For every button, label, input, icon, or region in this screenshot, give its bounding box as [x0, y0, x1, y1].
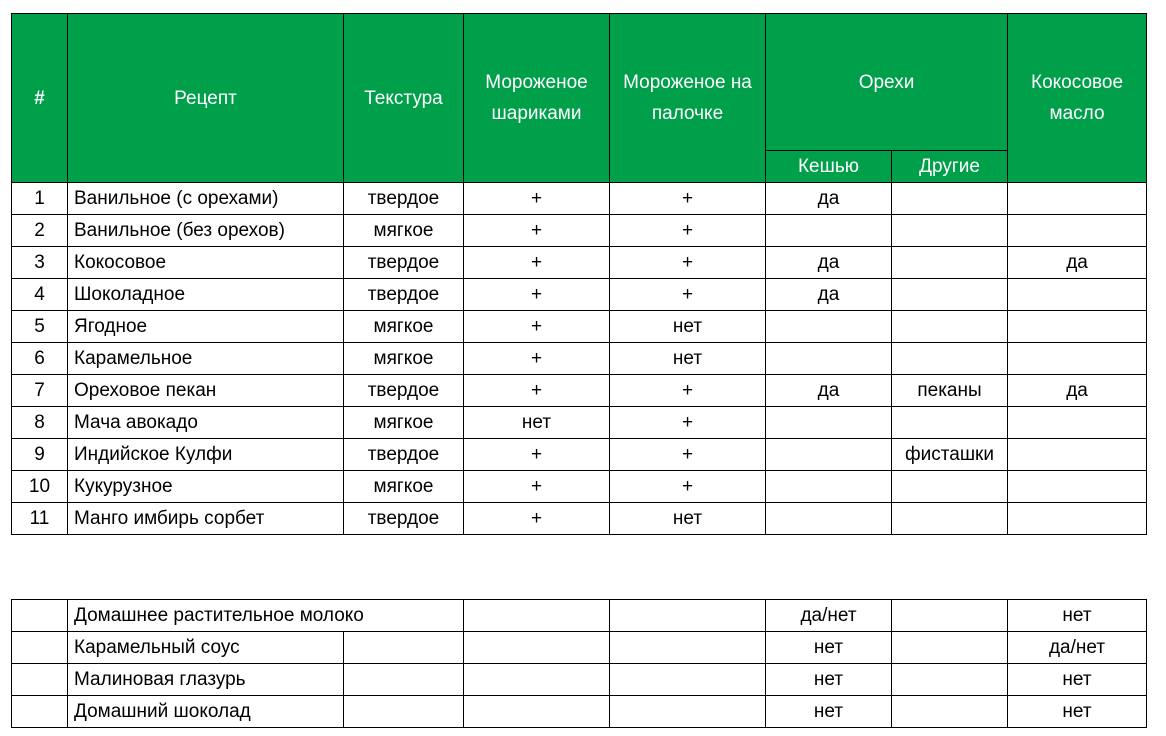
row-recipe: Индийское Кулфи — [68, 439, 344, 471]
row-coconut-oil — [1008, 439, 1147, 471]
extras-other-nuts — [892, 632, 1008, 664]
row-other-nuts — [892, 247, 1008, 279]
row-scoops: нет — [464, 407, 610, 439]
row-recipe: Манго имбирь сорбет — [68, 503, 344, 535]
row-num: 7 — [12, 375, 68, 407]
row-coconut-oil — [1008, 183, 1147, 215]
row-scoops: + — [464, 183, 610, 215]
extras-table — [11, 599, 1147, 728]
row-texture: твердое — [344, 279, 464, 311]
row-coconut-oil — [1008, 407, 1147, 439]
row-scoops: + — [464, 311, 610, 343]
row-coconut-oil — [1008, 279, 1147, 311]
row-num: 3 — [12, 247, 68, 279]
row-num: 5 — [12, 311, 68, 343]
table-row — [12, 439, 1147, 471]
row-texture: мягкое — [344, 311, 464, 343]
row-texture: мягкое — [344, 471, 464, 503]
row-cashew — [766, 343, 892, 375]
header-coconut-oil: Кокосовое масло — [1008, 14, 1147, 183]
extras-coconut-oil: да/нет — [1008, 632, 1147, 664]
header-recipe: Рецепт — [68, 14, 344, 183]
row-num: 2 — [12, 215, 68, 247]
extras-scoops — [464, 632, 610, 664]
table-row — [12, 375, 1147, 407]
row-cashew — [766, 215, 892, 247]
row-cashew: да — [766, 247, 892, 279]
row-texture: мягкое — [344, 407, 464, 439]
extras-row — [12, 600, 1147, 632]
extras-recipe: Домашний шоколад — [68, 696, 344, 728]
row-other-nuts — [892, 183, 1008, 215]
row-num: 11 — [12, 503, 68, 535]
row-num: 1 — [12, 183, 68, 215]
row-coconut-oil — [1008, 215, 1147, 247]
row-texture: мягкое — [344, 215, 464, 247]
extras-texture — [344, 696, 464, 728]
row-cashew: да — [766, 279, 892, 311]
row-coconut-oil — [1008, 311, 1147, 343]
row-scoops: + — [464, 279, 610, 311]
extras-cashew: нет — [766, 664, 892, 696]
row-other-nuts: фисташки — [892, 439, 1008, 471]
row-recipe: Ванильное (без орехов) — [68, 215, 344, 247]
row-cashew — [766, 407, 892, 439]
extras-num — [12, 600, 68, 632]
extras-other-nuts — [892, 696, 1008, 728]
row-cashew — [766, 503, 892, 535]
table-row — [12, 343, 1147, 375]
row-other-nuts: пеканы — [892, 375, 1008, 407]
table-row — [12, 407, 1147, 439]
header-num: # — [12, 14, 68, 183]
row-scoops: + — [464, 439, 610, 471]
row-texture: твердое — [344, 183, 464, 215]
extras-coconut-oil: нет — [1008, 696, 1147, 728]
extras-num — [12, 632, 68, 664]
row-scoops: + — [464, 503, 610, 535]
extras-other-nuts — [892, 664, 1008, 696]
row-stick: + — [610, 471, 766, 503]
row-stick: нет — [610, 503, 766, 535]
row-other-nuts — [892, 311, 1008, 343]
row-recipe: Кукурузное — [68, 471, 344, 503]
row-recipe: Ванильное (с орехами) — [68, 183, 344, 215]
row-stick: + — [610, 407, 766, 439]
row-texture: мягкое — [344, 343, 464, 375]
extras-scoops — [464, 696, 610, 728]
row-other-nuts — [892, 471, 1008, 503]
extras-stick — [610, 600, 766, 632]
extras-scoops — [464, 664, 610, 696]
header-stick: Мороженое на палочке — [610, 14, 766, 183]
extras-row — [12, 664, 1147, 696]
row-scoops: + — [464, 375, 610, 407]
row-texture: твердое — [344, 375, 464, 407]
row-scoops: + — [464, 247, 610, 279]
row-stick: + — [610, 247, 766, 279]
row-cashew: да — [766, 183, 892, 215]
row-cashew — [766, 471, 892, 503]
extras-scoops — [464, 600, 610, 632]
table-row — [12, 311, 1147, 343]
row-recipe: Кокосовое — [68, 247, 344, 279]
extras-texture — [344, 632, 464, 664]
row-other-nuts — [892, 343, 1008, 375]
row-other-nuts — [892, 407, 1008, 439]
row-recipe: Карамельное — [68, 343, 344, 375]
extras-cashew: да/нет — [766, 600, 892, 632]
header-cashew: Кешью — [766, 151, 892, 183]
extras-row — [12, 696, 1147, 728]
extras-stick — [610, 632, 766, 664]
row-recipe: Шоколадное — [68, 279, 344, 311]
row-num: 9 — [12, 439, 68, 471]
row-num: 6 — [12, 343, 68, 375]
row-coconut-oil — [1008, 471, 1147, 503]
extras-cashew: нет — [766, 632, 892, 664]
row-cashew — [766, 439, 892, 471]
extras-num — [12, 664, 68, 696]
row-texture: твердое — [344, 439, 464, 471]
row-coconut-oil: да — [1008, 247, 1147, 279]
extras-row — [12, 632, 1147, 664]
row-other-nuts — [892, 503, 1008, 535]
table-row — [12, 183, 1147, 215]
extras-recipe: Малиновая глазурь — [68, 664, 344, 696]
row-stick: + — [610, 439, 766, 471]
row-stick: нет — [610, 343, 766, 375]
header-other-nuts: Другие — [892, 151, 1008, 183]
extras-other-nuts — [892, 600, 1008, 632]
row-texture: твердое — [344, 503, 464, 535]
table-row — [12, 503, 1147, 535]
row-stick: + — [610, 375, 766, 407]
extras-stick — [610, 696, 766, 728]
row-stick: нет — [610, 311, 766, 343]
row-stick: + — [610, 183, 766, 215]
row-coconut-oil: да — [1008, 375, 1147, 407]
extras-coconut-oil: нет — [1008, 600, 1147, 632]
row-other-nuts — [892, 215, 1008, 247]
row-texture: твердое — [344, 247, 464, 279]
header-scoops: Мороженое шариками — [464, 14, 610, 183]
row-coconut-oil — [1008, 343, 1147, 375]
row-recipe: Ореховое пекан — [68, 375, 344, 407]
table-row — [12, 279, 1147, 311]
row-recipe: Ягодное — [68, 311, 344, 343]
extras-num — [12, 696, 68, 728]
row-cashew: да — [766, 375, 892, 407]
header-nuts: Орехи — [766, 14, 1008, 151]
extras-recipe: Карамельный соус — [68, 632, 344, 664]
row-num: 4 — [12, 279, 68, 311]
table-row — [12, 215, 1147, 247]
row-num: 8 — [12, 407, 68, 439]
row-other-nuts — [892, 279, 1008, 311]
row-stick: + — [610, 215, 766, 247]
table-row — [12, 247, 1147, 279]
extras-stick — [610, 664, 766, 696]
row-scoops: + — [464, 215, 610, 247]
extras-texture — [344, 664, 464, 696]
row-num: 10 — [12, 471, 68, 503]
table-row — [12, 471, 1147, 503]
recipes-table — [11, 13, 1147, 535]
extras-recipe: Домашнее растительное молоко — [68, 600, 464, 632]
row-coconut-oil — [1008, 503, 1147, 535]
extras-cashew: нет — [766, 696, 892, 728]
row-stick: + — [610, 279, 766, 311]
row-recipe: Мача авокадо — [68, 407, 344, 439]
row-cashew — [766, 311, 892, 343]
row-scoops: + — [464, 471, 610, 503]
header-texture: Текстура — [344, 14, 464, 183]
row-scoops: + — [464, 343, 610, 375]
extras-coconut-oil: нет — [1008, 664, 1147, 696]
